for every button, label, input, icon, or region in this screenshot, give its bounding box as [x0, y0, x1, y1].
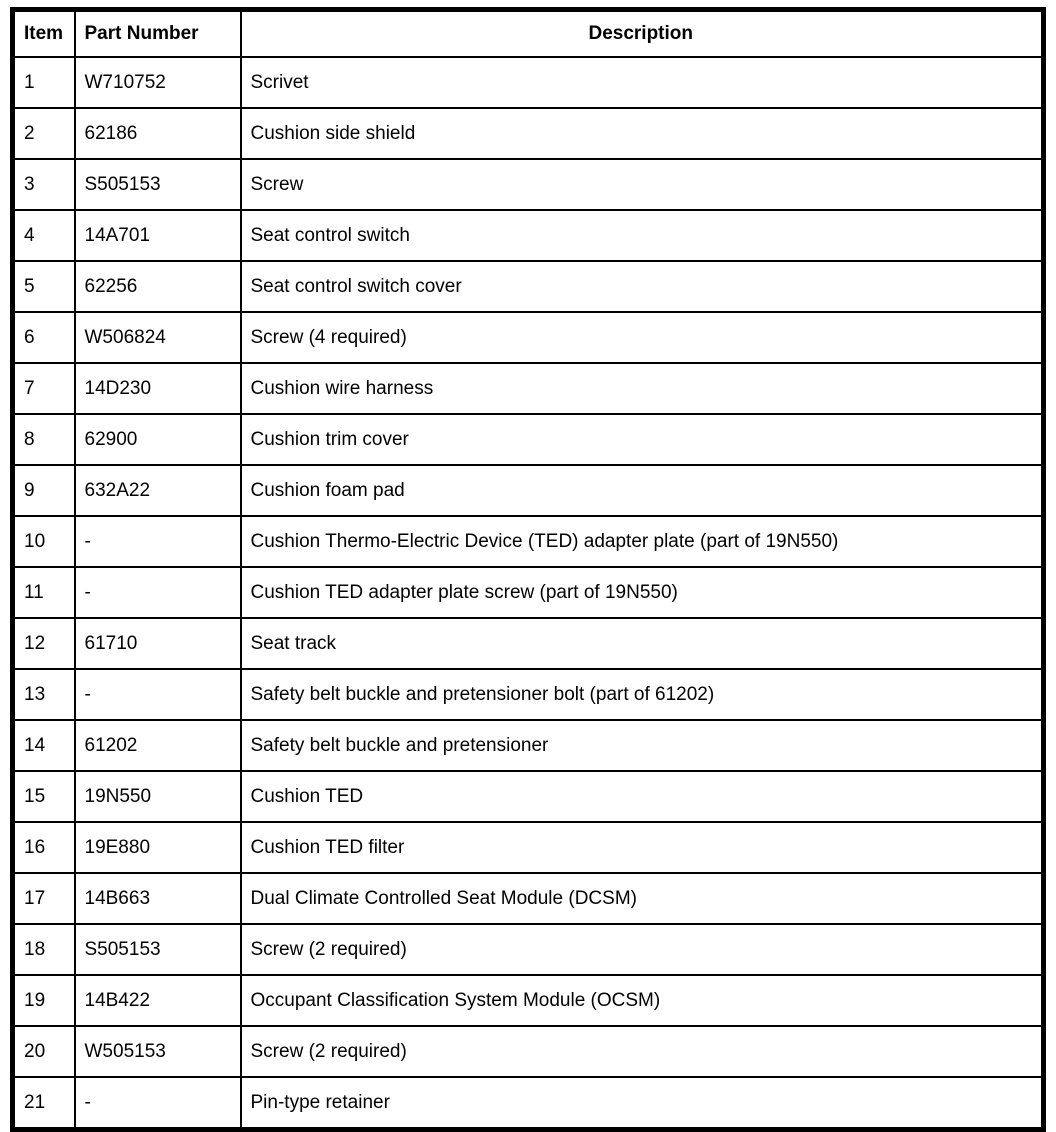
cell-part-number: 632A22	[75, 465, 241, 516]
table-row	[13, 618, 1044, 669]
cell-description: Cushion wire harness	[241, 363, 1044, 414]
cell-description: Dual Climate Controlled Seat Module (DCSM)	[241, 873, 1044, 924]
cell-item: 13	[13, 669, 75, 720]
table-row	[13, 771, 1044, 822]
cell-item: 12	[13, 618, 75, 669]
table-row	[13, 57, 1044, 108]
cell-description: Seat control switch cover	[241, 261, 1044, 312]
table-row	[13, 312, 1044, 363]
cell-description: Pin-type retainer	[241, 1077, 1044, 1130]
cell-item: 9	[13, 465, 75, 516]
table-row	[13, 210, 1044, 261]
table-body	[13, 57, 1044, 1130]
cell-item: 1	[13, 57, 75, 108]
cell-part-number: -	[75, 669, 241, 720]
cell-part-number: -	[75, 516, 241, 567]
cell-description: Safety belt buckle and pretensioner	[241, 720, 1044, 771]
cell-description: Cushion foam pad	[241, 465, 1044, 516]
cell-item: 7	[13, 363, 75, 414]
cell-description: Screw (2 required)	[241, 924, 1044, 975]
cell-item: 16	[13, 822, 75, 873]
column-header-description: Description	[241, 10, 1044, 58]
cell-item: 2	[13, 108, 75, 159]
cell-item: 19	[13, 975, 75, 1026]
table-row	[13, 720, 1044, 771]
cell-item: 18	[13, 924, 75, 975]
cell-item: 3	[13, 159, 75, 210]
cell-part-number: 14B663	[75, 873, 241, 924]
table-row	[13, 975, 1044, 1026]
table-row	[13, 924, 1044, 975]
cell-part-number: 62186	[75, 108, 241, 159]
column-header-item: Item	[13, 10, 75, 58]
cell-part-number: 61710	[75, 618, 241, 669]
cell-part-number: W506824	[75, 312, 241, 363]
table-row	[13, 822, 1044, 873]
cell-item: 5	[13, 261, 75, 312]
header-row	[13, 10, 1044, 58]
table-row	[13, 873, 1044, 924]
cell-part-number: 14A701	[75, 210, 241, 261]
parts-table	[10, 7, 1046, 1132]
column-header-part-number: Part Number	[75, 10, 241, 58]
table-row	[13, 159, 1044, 210]
cell-item: 8	[13, 414, 75, 465]
cell-description: Seat track	[241, 618, 1044, 669]
cell-part-number: W505153	[75, 1026, 241, 1077]
cell-description: Cushion side shield	[241, 108, 1044, 159]
table-row	[13, 1026, 1044, 1077]
table-row	[13, 414, 1044, 465]
table-row	[13, 669, 1044, 720]
cell-item: 17	[13, 873, 75, 924]
cell-description: Scrivet	[241, 57, 1044, 108]
cell-description: Screw (4 required)	[241, 312, 1044, 363]
table-row	[13, 465, 1044, 516]
cell-description: Cushion TED filter	[241, 822, 1044, 873]
cell-item: 11	[13, 567, 75, 618]
cell-part-number: 62256	[75, 261, 241, 312]
cell-part-number: 61202	[75, 720, 241, 771]
cell-part-number: S505153	[75, 924, 241, 975]
cell-item: 21	[13, 1077, 75, 1130]
cell-item: 14	[13, 720, 75, 771]
table-row	[13, 261, 1044, 312]
cell-description: Seat control switch	[241, 210, 1044, 261]
cell-item: 20	[13, 1026, 75, 1077]
cell-part-number: -	[75, 567, 241, 618]
table-row	[13, 516, 1044, 567]
cell-part-number: S505153	[75, 159, 241, 210]
cell-description: Cushion TED adapter plate screw (part of 19N550)	[241, 567, 1044, 618]
cell-part-number: 19N550	[75, 771, 241, 822]
cell-description: Cushion Thermo-Electric Device (TED) adapter plate (part of 19N550)	[241, 516, 1044, 567]
cell-part-number: 14D230	[75, 363, 241, 414]
cell-description: Cushion TED	[241, 771, 1044, 822]
table-row	[13, 567, 1044, 618]
cell-item: 10	[13, 516, 75, 567]
cell-item: 15	[13, 771, 75, 822]
table-row	[13, 108, 1044, 159]
cell-item: 6	[13, 312, 75, 363]
table-row	[13, 363, 1044, 414]
cell-part-number: 62900	[75, 414, 241, 465]
cell-description: Screw	[241, 159, 1044, 210]
cell-description: Occupant Classification System Module (OCSM)	[241, 975, 1044, 1026]
table-row	[13, 1077, 1044, 1130]
cell-part-number: W710752	[75, 57, 241, 108]
cell-part-number: 14B422	[75, 975, 241, 1026]
cell-description: Cushion trim cover	[241, 414, 1044, 465]
cell-description: Screw (2 required)	[241, 1026, 1044, 1077]
cell-description: Safety belt buckle and pretensioner bolt (part of 61202)	[241, 669, 1044, 720]
cell-part-number: -	[75, 1077, 241, 1130]
cell-item: 4	[13, 210, 75, 261]
cell-part-number: 19E880	[75, 822, 241, 873]
